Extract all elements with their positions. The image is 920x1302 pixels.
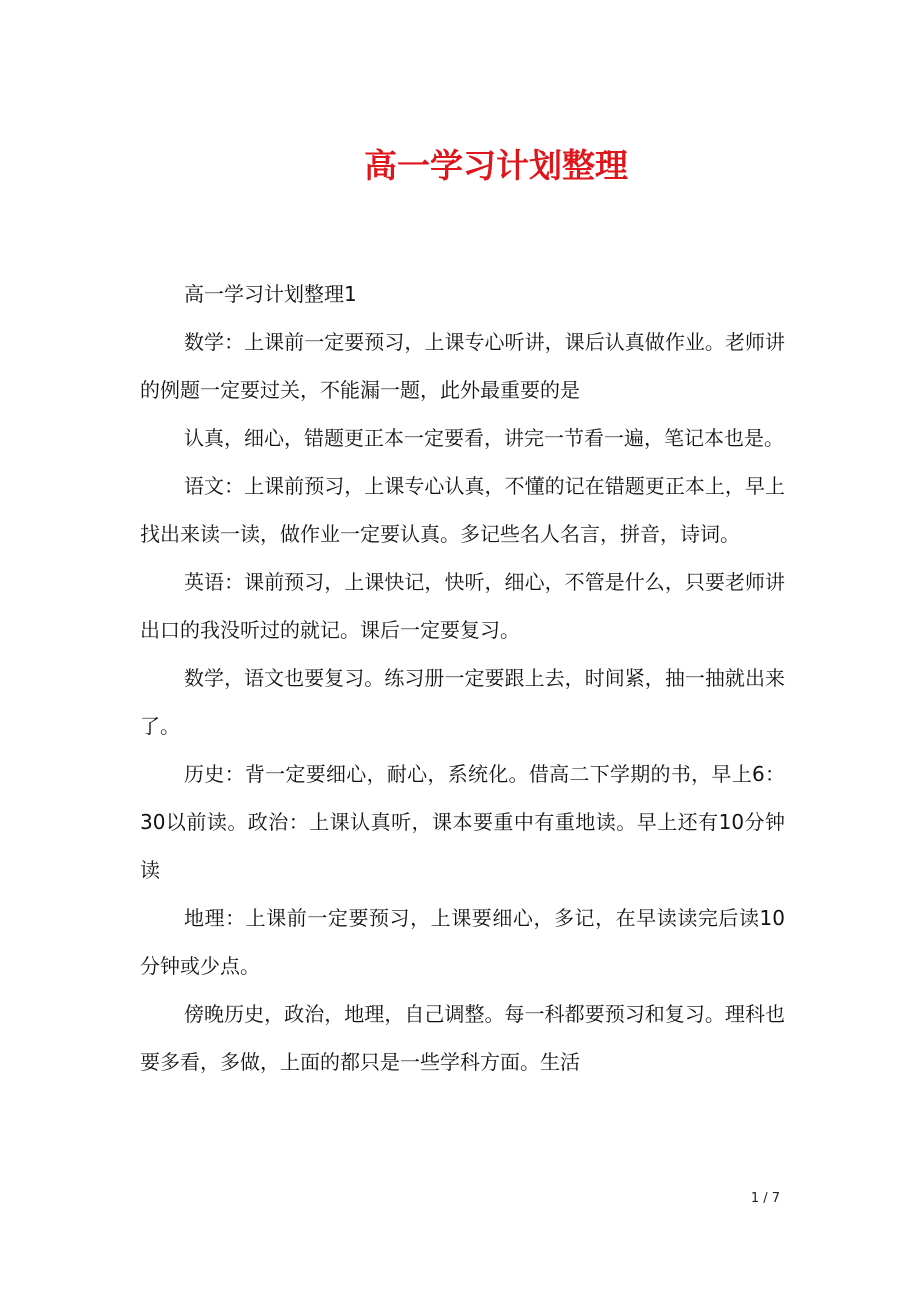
paragraph-review: 数学，语文也要复习。练习册一定要跟上去，时间紧，抽一抽就出来了。 <box>140 666 785 738</box>
document-body <box>140 270 785 1086</box>
page-number: 1 / 7 <box>750 1191 780 1206</box>
paragraph-heading: 高一学习计划整理1 <box>184 282 357 306</box>
paragraph-history-politics: 历史：背一定要细心，耐心，系统化。借高二下学期的书，早上6：30以前读。政治：上课认真听，课本要重中有重地读。早上还有10分钟读 <box>140 762 785 882</box>
paragraph-math-continued: 认真，细心，错题更正本一定要看，讲完一节看一遍，笔记本也是。 <box>184 426 784 450</box>
document-title: 高一学习计划整理 <box>364 146 628 185</box>
paragraph-geography: 地理：上课前一定要预习，上课要细心，多记，在早读读完后读10分钟或少点。 <box>140 906 785 978</box>
paragraph-math: 数学：上课前一定要预习，上课专心听讲，课后认真做作业。老师讲的例题一定要过关，不能漏一题，此外最重要的是 <box>140 330 785 402</box>
paragraph-english: 英语：课前预习，上课快记，快听，细心，不管是什么，只要老师讲出口的我没听过的就记。课后一定要复习。 <box>140 570 785 642</box>
paragraph-chinese: 语文：上课前预习，上课专心认真，不懂的记在错题更正本上，早上找出来读一读，做作业一定要认真。多记些名人名言，拼音，诗词。 <box>140 474 785 546</box>
paragraph-evening: 傍晚历史，政治，地理，自己调整。每一科都要预习和复习。理科也要多看，多做，上面的都只是一些学科方面。生活 <box>140 1002 785 1074</box>
